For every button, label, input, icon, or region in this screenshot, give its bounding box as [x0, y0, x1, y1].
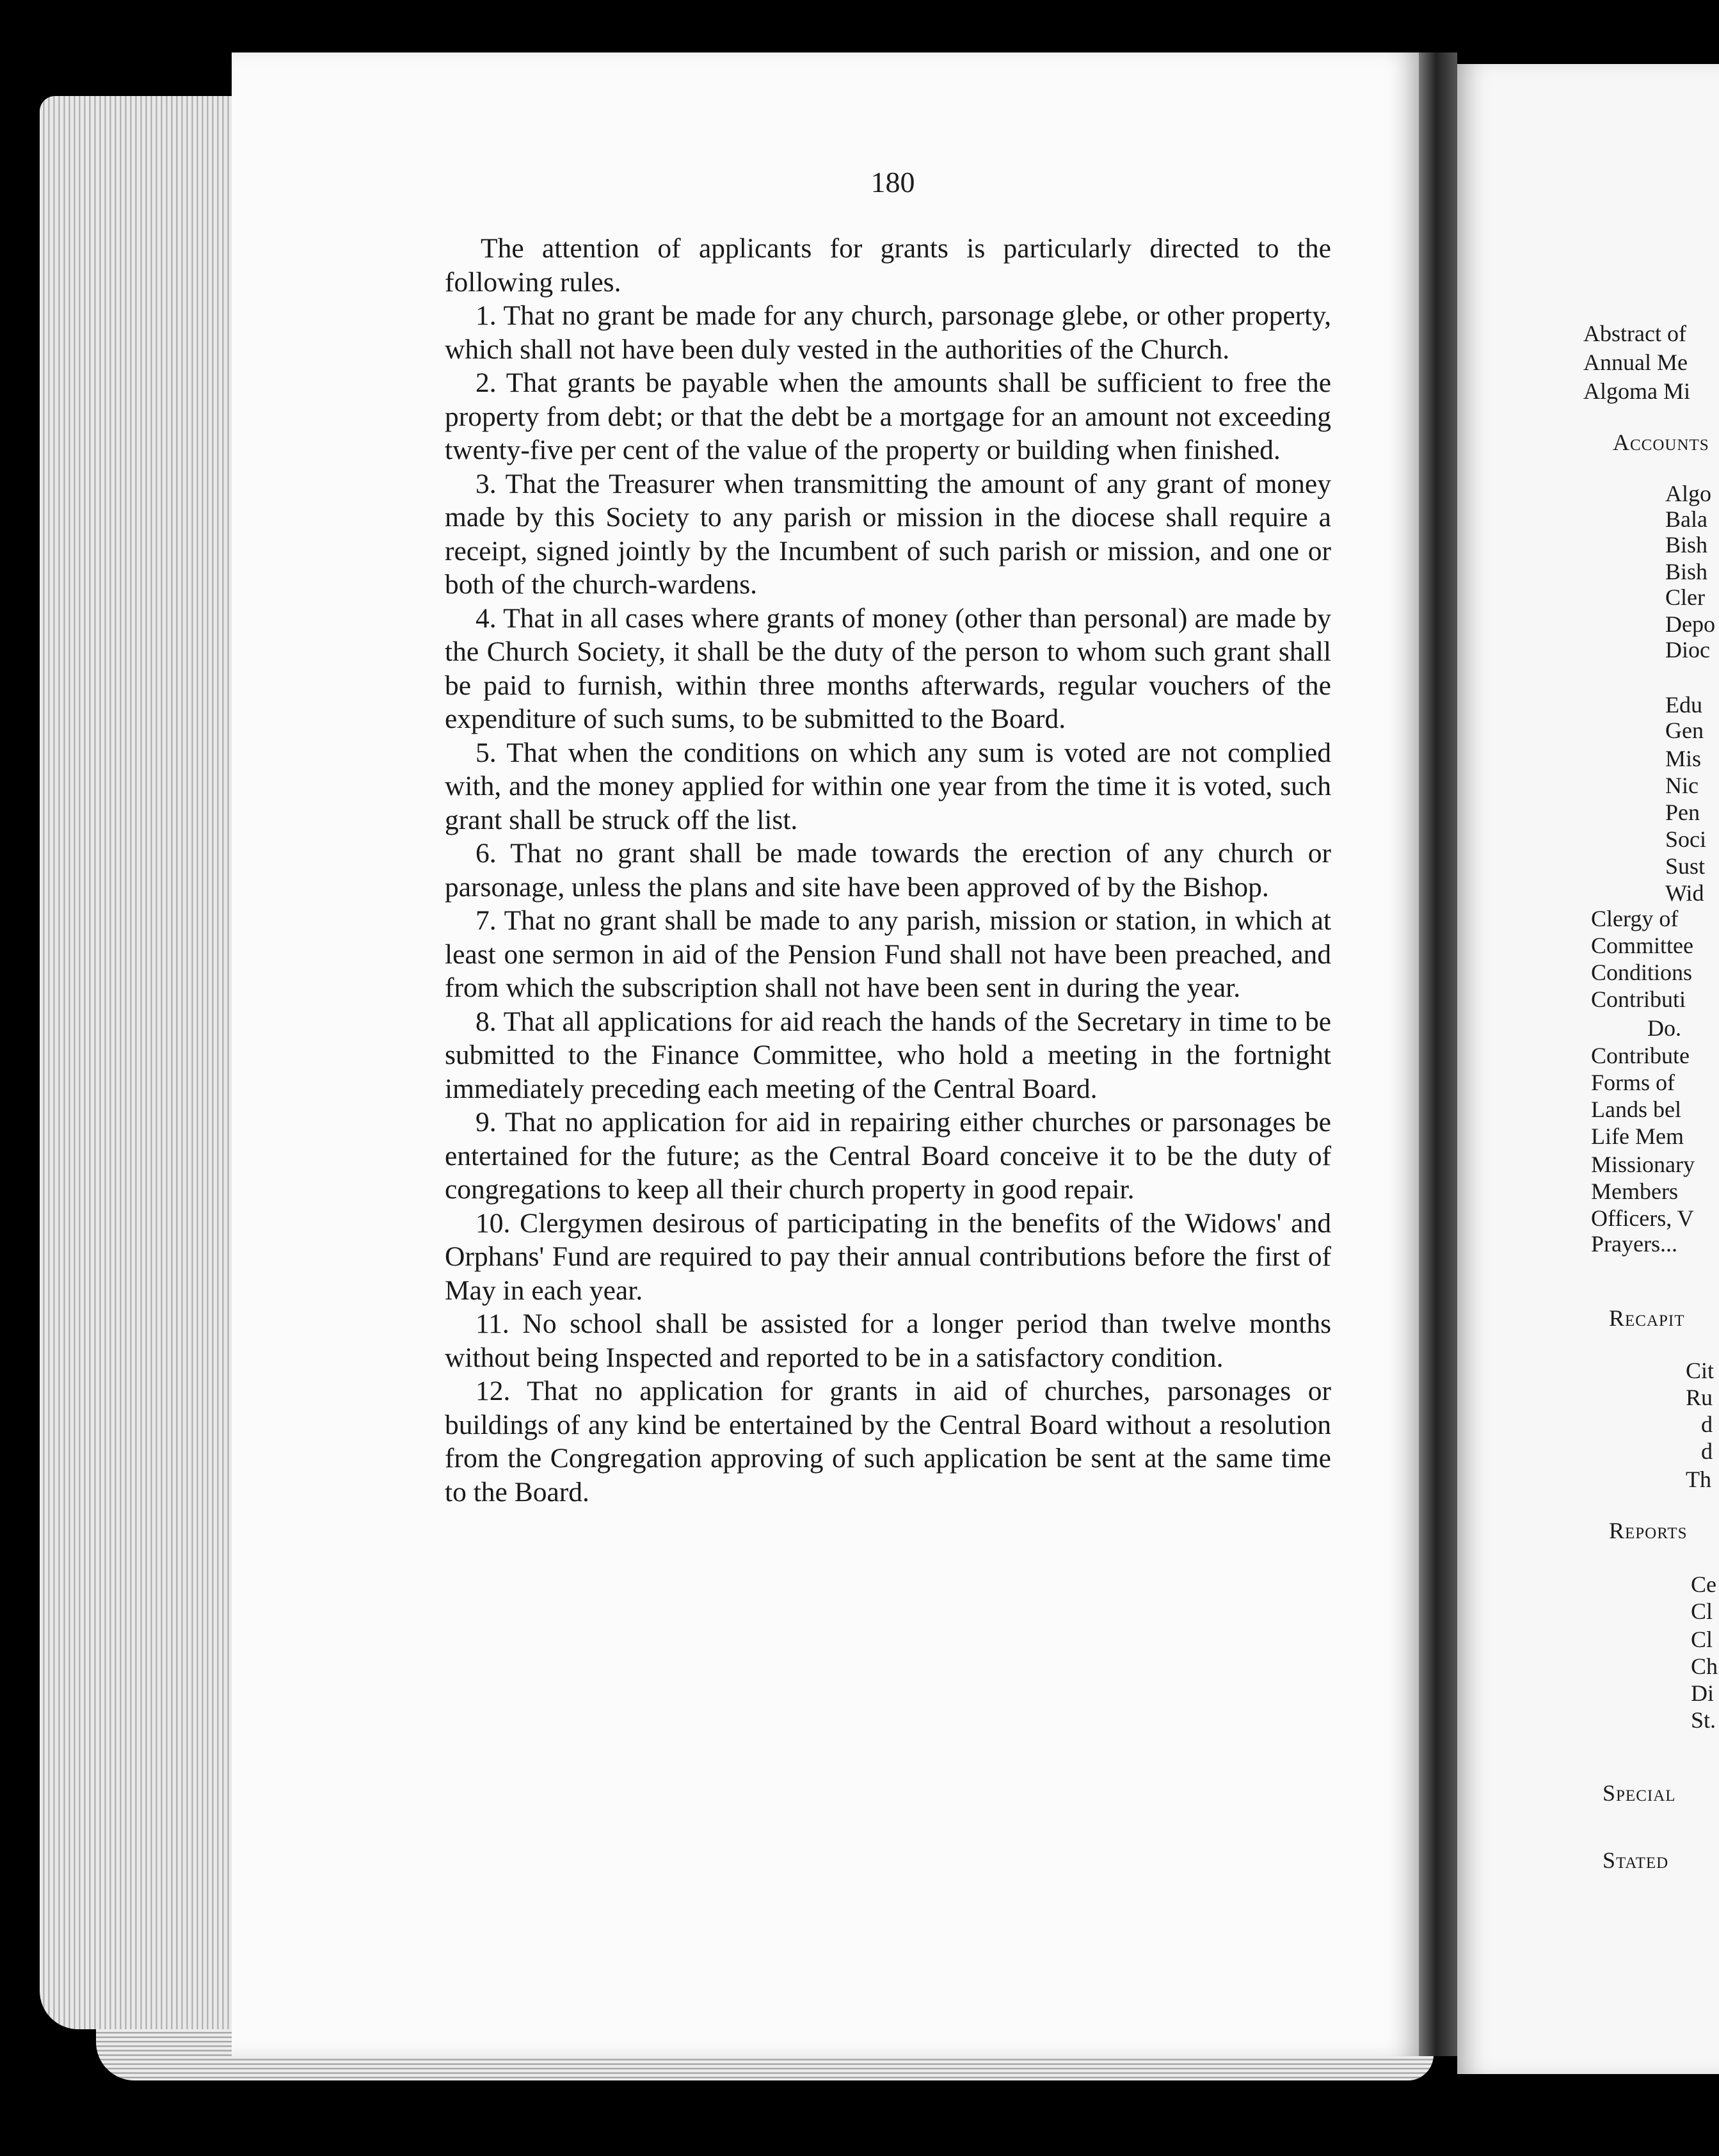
facing-index-line: St.	[1691, 1707, 1716, 1733]
rule-paragraph: 3. That the Treasurer when transmitting the amount of any grant of money made by this Society to any parish or mission in the diocese shall require a receipt, signed jointly by the Incumbent of such parish or mission, and one or both of the church-wardens.	[445, 468, 1331, 600]
facing-index-line: Cl	[1691, 1598, 1713, 1624]
facing-index-line: Edu	[1665, 692, 1702, 718]
facing-index-line: Cit	[1686, 1358, 1715, 1383]
facing-index-line: Gen	[1665, 718, 1704, 743]
facing-index-line: Accounts	[1613, 430, 1709, 455]
facing-index-line: Members	[1591, 1179, 1678, 1204]
facing-index-line: Conditions	[1591, 960, 1693, 985]
facing-index-line: Dioc	[1665, 637, 1710, 663]
intro-paragraph: The attention of applicants for grants is particularly directed to the following rules.	[445, 233, 1331, 298]
facing-index-line: Lands bel	[1591, 1097, 1681, 1122]
facing-index-line: Abstract of	[1583, 321, 1686, 346]
rule-paragraph: 5. That when the conditions on which any sum is voted are not complied with, and the money applied for within one year from the time it is voted, such grant shall be struck off the list.	[445, 737, 1331, 835]
facing-index-line: Prayers...	[1591, 1231, 1677, 1257]
rule-paragraph: 1. That no grant be made for any church, parsonage glebe, or other property, which shall not have been duly vested in the authorities of the Church.	[445, 300, 1331, 365]
facing-index-line: Cler	[1665, 584, 1705, 610]
facing-index-line: Ru	[1686, 1385, 1713, 1410]
book-gutter	[1419, 52, 1457, 2056]
facing-index-line: Di	[1691, 1680, 1714, 1706]
facing-index-line: Annual Me	[1583, 350, 1688, 375]
facing-index-line: Contribute	[1591, 1043, 1690, 1068]
rule-paragraph: 8. That all applications for aid reach the hands of the Secretary in time to be submitted to the Finance Committee, who hold a meeting in the fortnight immediately preceding each meeting of the Central Board.	[445, 1006, 1331, 1104]
facing-index-line: Algo	[1665, 481, 1711, 506]
rule-paragraph: 6. That no grant shall be made towards the erection of any church or parsonage, unless the plans and site have been approved of by the Bishop.	[445, 838, 1331, 903]
facing-index-line: Cl	[1691, 1627, 1713, 1652]
facing-index-line: Sust	[1665, 853, 1706, 879]
rule-paragraph: 4. That in all cases where grants of money (other than personal) are made by the Church Society, it shall be the duty of the person to whom such grant shall be paid to furnish, within three months afterwards, regular vouchers of the expenditure of such sums, to be submitted to the Board.	[445, 602, 1331, 734]
facing-index-line: Committee	[1591, 933, 1693, 958]
facing-index-line: Depo	[1665, 611, 1715, 637]
rules-text	[445, 232, 1331, 1509]
facing-index-line: Ch	[1691, 1653, 1718, 1679]
rule-paragraph: 7. That no grant shall be made to any parish, mission or station, in which at least one sermon in aid of the Pension Fund shall not have been preached, and from which the subscription shall not have been sent in during the year.	[445, 905, 1331, 1003]
rule-paragraph: 12. That no application for grants in aid of churches, parsonages or buildings of any kind be entertained by the Central Board without a resolution from the Congregation approving of such application be sent at the same time to the Board.	[445, 1376, 1331, 1508]
facing-index-line: Ce	[1691, 1572, 1716, 1597]
facing-index-line: Recapit	[1609, 1305, 1685, 1331]
facing-index-line: Wid	[1665, 880, 1704, 906]
rule-paragraph: 11. No school shall be assisted for a longer period than twelve months without being Inspected and reported to be in a satisfactory condition.	[445, 1308, 1331, 1373]
rule-paragraph: 9. That no application for aid in repairing either churches or parsonages be entertained for the future; as the Central Board conceive it to be the duty of congregations to keep all their church property in good repair.	[445, 1107, 1331, 1205]
rule-paragraph: 10. Clergymen desirous of participating in the benefits of the Widows' and Orphans' Fund are required to pay their annual contributions before the first of May in each year.	[445, 1207, 1331, 1306]
facing-index-line: Algoma Mi	[1583, 378, 1690, 404]
facing-index-line: Special	[1603, 1780, 1676, 1806]
facing-index-line: Bish	[1665, 559, 1708, 584]
facing-index-line: Bish	[1665, 532, 1708, 558]
facing-index-line: d	[1701, 1438, 1713, 1464]
facing-index-line: Officers, V	[1591, 1205, 1694, 1231]
facing-index-line: d	[1701, 1412, 1713, 1437]
book-page-edges-left	[40, 96, 232, 2029]
facing-index-line: Soci	[1665, 826, 1707, 852]
facing-index-line: Th	[1686, 1467, 1711, 1492]
facing-index-line: Stated	[1603, 1847, 1669, 1873]
facing-index-line: Nic	[1665, 773, 1699, 798]
facing-index-line: Missionary	[1591, 1152, 1695, 1177]
facing-index-line: Mis	[1665, 746, 1702, 771]
rule-paragraph: 2. That grants be payable when the amounts shall be sufficient to free the property from debt; or that the debt be a mortgage for an amount not exceeding twenty-five per cent of the value of the property or building when finished.	[445, 367, 1331, 465]
facing-index-line: Forms of	[1591, 1070, 1675, 1095]
facing-index-line: Reports	[1609, 1518, 1688, 1543]
facing-index-line: Contributi	[1591, 986, 1686, 1012]
facing-index-line: Clergy of	[1591, 906, 1679, 931]
page-number: 180	[870, 166, 915, 198]
facing-index-line: Do.	[1647, 1015, 1681, 1041]
facing-index-line: Bala	[1665, 506, 1707, 532]
facing-index-line: Pen	[1665, 800, 1700, 825]
facing-index-line: Life Mem	[1591, 1123, 1684, 1149]
